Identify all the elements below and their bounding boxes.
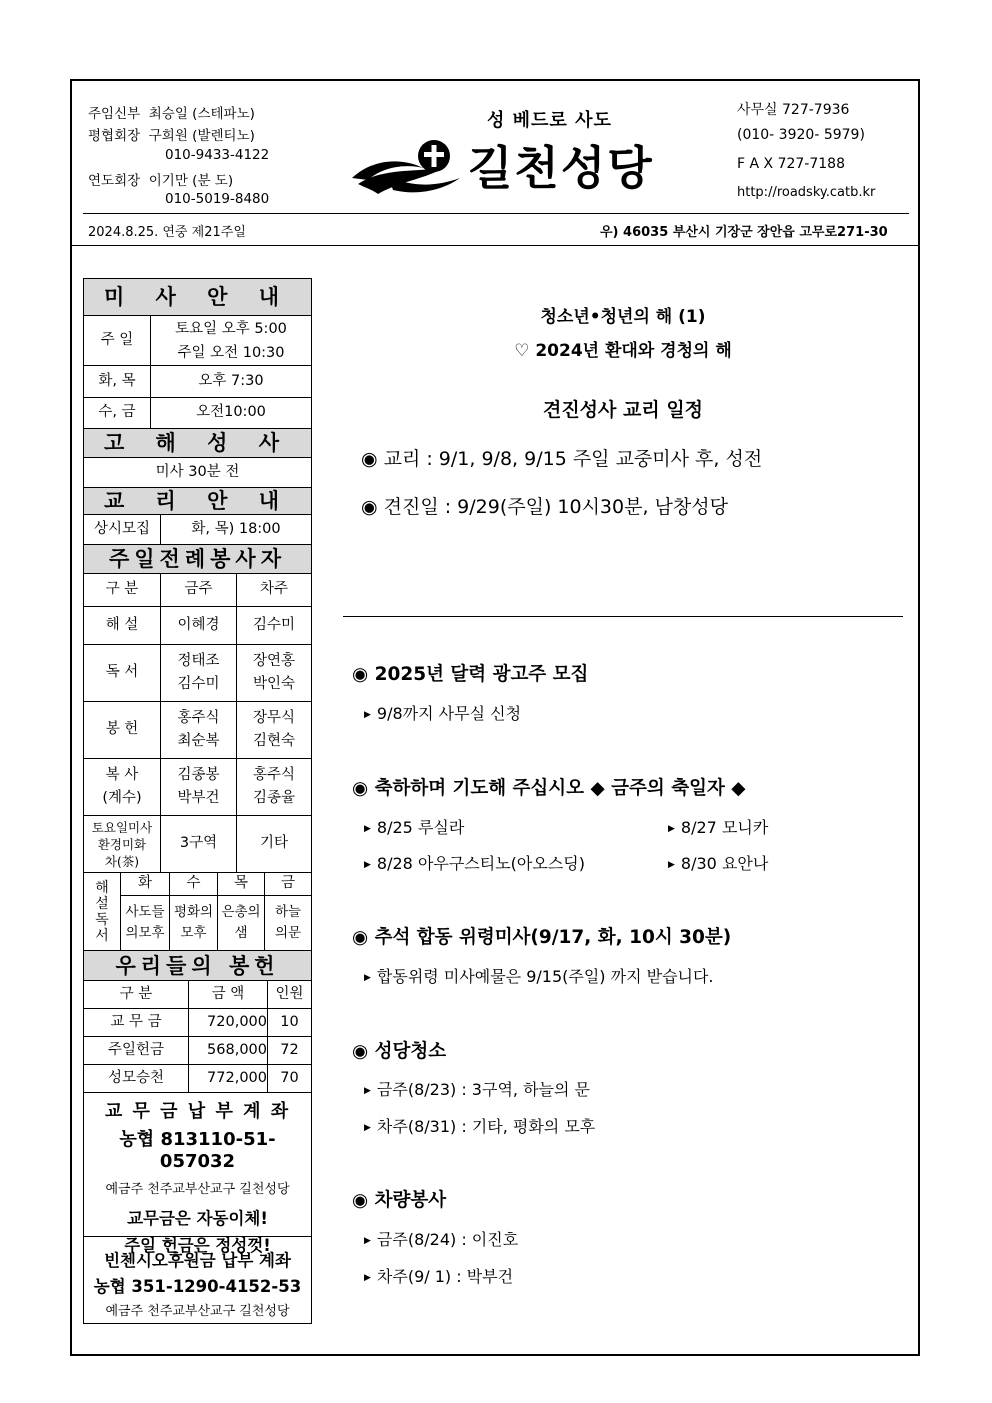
cleaning-item: ▶ 차주(8/31) : 기타, 평화의 모후 bbox=[364, 1117, 596, 1136]
website-link[interactable]: http://roadsky.catb.kr bbox=[737, 185, 876, 200]
offering-header: 금 액 bbox=[188, 981, 267, 1008]
servers-role: 복 사 (계수) bbox=[102, 766, 142, 806]
confirmation-item: ◉ 교리 : 9/1, 9/8, 9/15 주일 교중미사 후, 성전 bbox=[361, 448, 763, 470]
commentary-day: 수 bbox=[169, 873, 217, 895]
offering-header: 구 분 bbox=[119, 985, 153, 1002]
cleaning-item: ▶ 금주(8/23) : 3구역, 하늘의 문 bbox=[364, 1080, 590, 1099]
servers-title: 주일전례봉사자 bbox=[84, 545, 311, 574]
servers-this-week: 정태조 김수미 bbox=[160, 645, 236, 701]
offering-row bbox=[84, 1065, 311, 1093]
confession-row bbox=[84, 458, 311, 488]
offering-count: 10 bbox=[267, 1009, 311, 1036]
offering-header: 인원 bbox=[267, 981, 311, 1008]
mass-wedfri-label: 수, 금 bbox=[98, 404, 136, 421]
servers-row bbox=[84, 702, 311, 759]
mass-sunday-times: 토요일 오후 5:00 주일 오전 10:30 bbox=[150, 316, 311, 365]
commentary-day: 목 bbox=[217, 873, 264, 895]
staff-memorial: 연도회장 이기만 (분 도) bbox=[88, 173, 234, 189]
church-logo-icon bbox=[348, 138, 463, 198]
bullet-icon: ▶ bbox=[364, 1235, 371, 1246]
mass-wedfri-time: 오전10:00 bbox=[150, 398, 311, 428]
servers-next-week: 홍주식 김종율 bbox=[236, 759, 311, 815]
servers-header: 금주 bbox=[160, 574, 236, 606]
servers-header: 차주 bbox=[236, 574, 311, 606]
cleaning-title: ◉ 성당청소 bbox=[352, 1041, 447, 1062]
staff-council-phone: 010-9433-4122 bbox=[165, 147, 270, 163]
vehicle-item: ▶ 차주(9/ 1) : 박부건 bbox=[364, 1267, 514, 1286]
catechism-title: 교 리 안 내 bbox=[84, 488, 311, 515]
bullet-icon: ▶ bbox=[364, 972, 371, 983]
header-divider bbox=[83, 213, 909, 214]
vehicle-title: ◉ 차량봉사 bbox=[352, 1190, 447, 1211]
offering-amount: 772,000 bbox=[188, 1065, 267, 1092]
servers-next-week: 기타 bbox=[236, 816, 311, 872]
mass-tuethu-time: 오후 7:30 bbox=[150, 366, 311, 397]
offering-label: 주일헌금 bbox=[107, 1041, 165, 1058]
staff-council: 평협회장 구희원 (발렌티노) bbox=[88, 128, 255, 144]
mass-wedfri-row bbox=[84, 398, 311, 429]
mass-tuethu-row bbox=[84, 366, 311, 398]
confession-text: 미사 30분 전 bbox=[155, 463, 240, 480]
feast-item: ▶ 8/30 요안나 bbox=[668, 854, 769, 873]
commentary-block bbox=[84, 873, 311, 951]
date-line: 2024.8.25. 연중 제21주일 bbox=[88, 225, 246, 240]
catechism-time: 화, 목) 18:00 bbox=[160, 515, 311, 544]
tithe-account-box bbox=[84, 1093, 311, 1255]
servers-row bbox=[84, 607, 311, 645]
servers-role: 봉 헌 bbox=[105, 721, 139, 738]
calendar-item: ▶ 9/8까지 사무실 신청 bbox=[364, 704, 522, 723]
bullet-icon: ▶ bbox=[364, 823, 371, 834]
commentary-groups bbox=[120, 895, 311, 950]
confirmation-title: 견진성사 교리 일정 bbox=[542, 399, 704, 421]
vehicle-item: ▶ 금주(8/24) : 이진호 bbox=[364, 1230, 519, 1249]
auto-transfer-note: 교무금은 자동이체! bbox=[127, 1209, 268, 1228]
commentary-label: 해 설 독 서 bbox=[95, 879, 109, 944]
commentary-group: 하늘 의문 bbox=[264, 895, 311, 950]
servers-this-week: 3구역 bbox=[160, 816, 236, 872]
feast-title: ◉ 축하하며 기도해 주십시오 ◆ 금주의 축일자 ◆ bbox=[352, 778, 746, 799]
servers-role: 토요일미사 환경미화 차(茶) bbox=[91, 819, 153, 869]
bullet-icon: ▶ bbox=[364, 709, 371, 720]
header-bottom-line bbox=[72, 245, 918, 246]
servers-this-week: 홍주식 최순복 bbox=[160, 702, 236, 758]
commentary-group: 은총의 샘 bbox=[217, 895, 264, 950]
bullet-icon: ▶ bbox=[668, 859, 675, 870]
commentary-group: 사도들 의모후 bbox=[125, 903, 165, 941]
offering-label: 교 무 금 bbox=[110, 1013, 162, 1030]
servers-next-week: 장연홍 박인숙 bbox=[236, 645, 311, 701]
catechism-row bbox=[84, 515, 311, 545]
bullet-icon: ▶ bbox=[364, 1085, 371, 1096]
offering-amount: 568,000 bbox=[188, 1037, 267, 1064]
feast-item: ▶ 8/27 모니카 bbox=[668, 818, 769, 837]
tithe-account-holder: 예금주 천주교부산교구 길천성당 bbox=[105, 1182, 290, 1197]
bullet-icon: ▶ bbox=[364, 1122, 371, 1133]
church-name: 길천성당 bbox=[468, 141, 654, 195]
offering-row bbox=[84, 1009, 311, 1037]
bullet-icon: ▶ bbox=[364, 859, 371, 870]
staff-memorial-phone: 010-5019-8480 bbox=[165, 191, 270, 207]
vincent-account-box bbox=[84, 1237, 311, 1323]
commentary-group: 평화의 모후 bbox=[169, 895, 217, 950]
feast-item: ▶ 8/25 루실라 bbox=[364, 818, 465, 837]
church-address: 우) 46035 부산시 기장군 장안읍 고무로271-30 bbox=[600, 225, 888, 240]
servers-header-row bbox=[84, 574, 311, 607]
commentary-day: 금 bbox=[264, 873, 311, 895]
feast-item: ▶ 8/28 아우구스티노(아오스딩) bbox=[364, 854, 585, 873]
catechism-label: 상시모집 bbox=[93, 520, 151, 537]
confirmation-item: ◉ 견진일 : 9/29(주일) 10시30분, 남창성당 bbox=[361, 496, 728, 518]
offering-amount: 720,000 bbox=[188, 1009, 267, 1036]
servers-header: 구 분 bbox=[105, 581, 139, 598]
mass-tuethu-label: 화, 목 bbox=[98, 372, 136, 389]
offering-note: 주일 헌금은 정성껏! bbox=[124, 1236, 271, 1255]
patron-saint: 성 베드로 사도 bbox=[487, 110, 612, 131]
servers-row bbox=[84, 759, 311, 816]
staff-pastor: 주임신부 최승일 (스테파노) bbox=[88, 106, 255, 122]
servers-next-week: 장무식 김현숙 bbox=[236, 702, 311, 758]
memorial-mass-item: ▶ 합동위령 미사예물은 9/15(주일) 까지 받습니다. bbox=[364, 967, 714, 986]
office-phone: 사무실 727-7936 bbox=[737, 102, 850, 118]
year-theme-line1: 청소년•청년의 해 (1) bbox=[540, 307, 706, 327]
offering-header-row bbox=[84, 981, 311, 1009]
mass-sunday-label: 주 일 bbox=[100, 331, 134, 348]
offering-label: 성모승천 bbox=[107, 1069, 165, 1086]
confession-title: 고 해 성 사 bbox=[84, 429, 311, 458]
bullet-icon: ▶ bbox=[668, 823, 675, 834]
servers-this-week: 김종봉 박부건 bbox=[160, 759, 236, 815]
content-divider bbox=[343, 616, 903, 617]
memorial-mass-title: ◉ 추석 합동 위령미사(9/17, 화, 10시 30분) bbox=[352, 927, 732, 948]
servers-role: 독 서 bbox=[105, 664, 139, 681]
calendar-title: ◉ 2025년 달력 광고주 모집 bbox=[352, 664, 589, 685]
servers-row bbox=[84, 816, 311, 873]
year-theme-line2: ♡ 2024년 환대와 경청의 해 bbox=[514, 341, 732, 361]
servers-next-week: 김수미 bbox=[236, 607, 311, 644]
tithe-account-title: 교 무 금 납 부 계 좌 bbox=[104, 1101, 291, 1122]
offering-title: 우리들의 봉헌 bbox=[84, 951, 311, 981]
servers-row bbox=[84, 645, 311, 702]
bullet-icon: ▶ bbox=[364, 1272, 371, 1283]
commentary-day: 화 bbox=[137, 875, 152, 892]
mass-title: 미 사 안 내 bbox=[84, 279, 311, 316]
vincent-account-title: 빈첸시오후원금 납부 계좌 bbox=[104, 1251, 291, 1270]
sidebar bbox=[83, 278, 312, 1324]
vincent-account-number: 농협 351-1290-4152-53 bbox=[93, 1277, 302, 1296]
mass-sunday-row bbox=[84, 316, 311, 366]
tithe-account-number: 농협 813110-51-057032 bbox=[119, 1129, 276, 1172]
servers-this-week: 이혜경 bbox=[160, 607, 236, 644]
office-mobile: (010- 3920- 5979) bbox=[737, 127, 865, 143]
office-fax: F A X 727-7188 bbox=[737, 156, 845, 172]
commentary-days bbox=[120, 873, 311, 896]
offering-count: 70 bbox=[267, 1065, 311, 1092]
offering-row bbox=[84, 1037, 311, 1065]
vincent-account-holder: 예금주 천주교부산교구 길천성당 bbox=[105, 1304, 290, 1319]
servers-role: 해 설 bbox=[105, 616, 139, 633]
offering-count: 72 bbox=[267, 1037, 311, 1064]
